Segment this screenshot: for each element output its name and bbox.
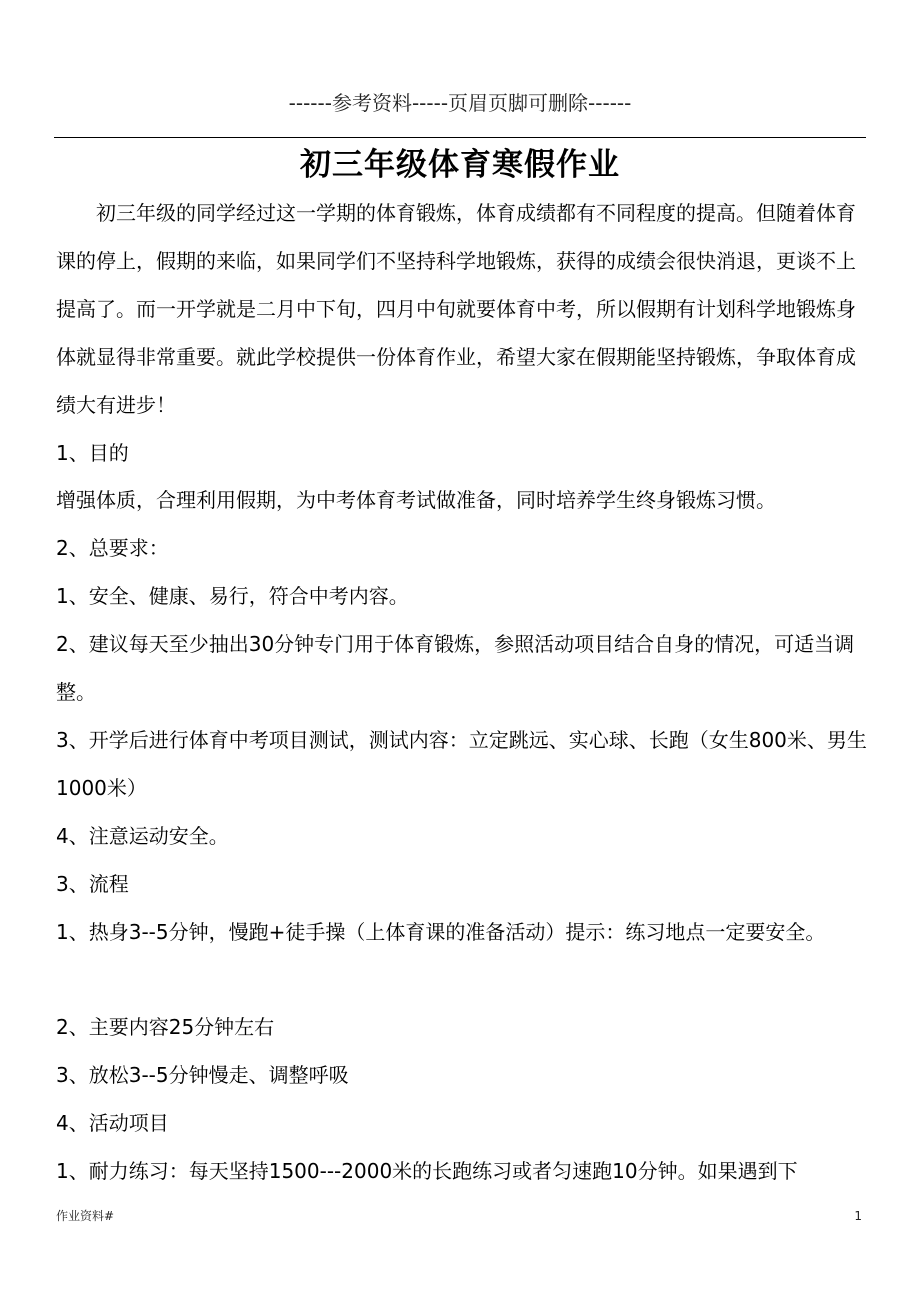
section-heading-activities: 4、活动项目 [56,1111,169,1136]
activity-item: 1、耐力练习：每天坚持1500---2000米的长跑练习或者匀速跑10分钟。如果遇到下 [56,1159,798,1184]
section-heading-purpose: 1、目的 [56,440,129,465]
document-body [56,190,868,1196]
header-divider [54,137,866,138]
requirement-item: 2、建议每天至少抽出30分钟专门用于体育锻炼，参照活动项目结合自身的情况，可适当调整。 [56,632,855,705]
process-item: 1、热身3--5分钟，慢跑+徒手操（上体育课的准备活动）提示：练习地点一定要安全。 [56,919,826,944]
page-number: 1 [854,1209,862,1223]
process-item: 3、放松3--5分钟慢走、调整呼吸 [56,1063,349,1088]
process-item: 2、主要内容25分钟左右 [56,1015,275,1040]
section-heading-requirements: 2、总要求： [56,536,169,561]
document-title: 初三年级体育寒假作业 [300,147,620,183]
blank-line [56,957,868,1005]
intro-paragraph: 初三年级的同学经过这一学期的体育锻炼，体育成绩都有不同程度的提高。但随着体育课的停上，假期的来临，如果同学们不坚持科学地锻炼，获得的成绩会很快消退，更谈不上提高了。而一开学就是二月中下旬，四月中旬就要体育中考，所以假期有计划科学地锻炼身体就显得非常重要。就此学校提供一份体育作业，希望大家在假期能坚持锻炼，争取体育成绩大有进步！ [56,201,856,417]
footer-label: 作业资料# [56,1209,115,1223]
requirement-item: 3、开学后进行体育中考项目测试，测试内容：立定跳远、实心球、长跑（女生800米、男生1000米） [56,727,867,800]
page-header: ------参考资料-----页眉页脚可删除------ [288,91,632,115]
purpose-text: 增强体质，合理利用假期，为中考体育考试做准备，同时培养学生终身锻炼习惯。 [56,488,776,513]
requirement-item: 1、安全、健康、易行，符合中考内容。 [56,584,409,609]
section-heading-process: 3、流程 [56,871,129,896]
requirement-item: 4、注意运动安全。 [56,823,229,848]
